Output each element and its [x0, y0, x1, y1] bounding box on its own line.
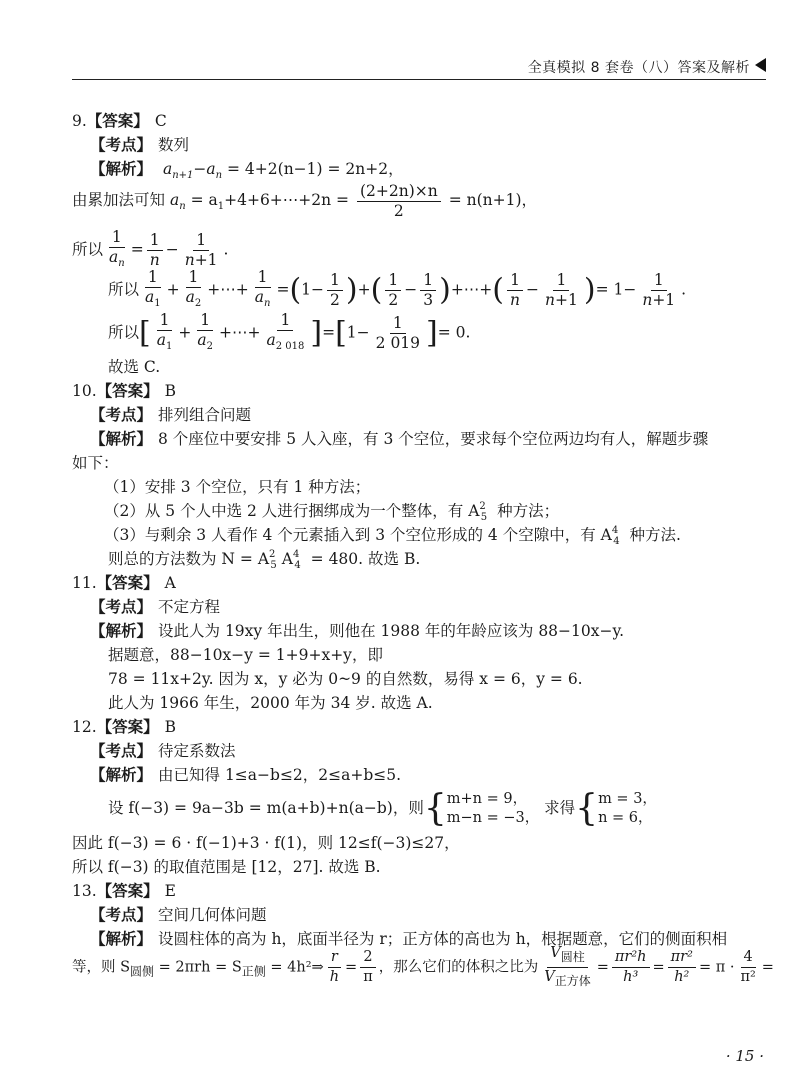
- q10-answer: B: [164, 382, 177, 400]
- q9-point-line: 【考点】 数列: [90, 136, 190, 154]
- q11-answer: A: [164, 574, 176, 592]
- q10-point-line: 【考点】 排列组合问题: [90, 406, 252, 424]
- q10-step2: （2）从 5 个人中选 2 人进行捆绑成为一个整体，有 $A^2_5$ 种方法；: [104, 501, 560, 523]
- q12-line3: 因此 f(−3) = 6 · f(−1)+3 · f(1)，则 12≤f(−3)≤27，: [72, 834, 460, 852]
- q10-total: 则总的方法数为 $N = A^2_5$ $A^4_4 = 480$. 故选 B.: [108, 549, 421, 571]
- q12-point-line: 【考点】 待定系数法: [90, 742, 236, 760]
- q10-answer-line: 10.【答案】 B: [72, 382, 177, 400]
- header-divider: [72, 79, 766, 80]
- q12-analysis-line: 【解析】 由已知得 1≤a−b≤2，2≤a+b≤5.: [90, 766, 402, 784]
- q11-answer-line: 11.【答案】 A: [72, 574, 176, 592]
- q11-line4: 此人为 1966 年生，2000 年为 34 岁. 故选 A.: [108, 694, 433, 712]
- q9-answer: C: [154, 112, 167, 130]
- q12-answer-line: 12.【答案】 B: [72, 718, 177, 736]
- q9-telescoping-line: 所以 $\frac{1}{a_1}$ + $\frac{1}{a_2}$ +⋯+ $\frac{1}{a_n}$ =(1− $\frac{1}{2}$ )+( $\frac{1}{2}$ − $\frac{1}{3}$ )+⋯+( $\frac{1}{n}$ − $\frac{1}{n+1}$ )= 1− $\frac{1}{n+1}$ .: [108, 268, 687, 309]
- q13-ratio-line: 等，则 $S_{圆侧} = 2\pi rh = S_{正侧}$ = 4h²⇒ $\frac{r}{h}$ = $\frac{2}{\pi}$ ，那么它们的体积之比为 $\frac{V_{圆柱}}{V_{正方体}}$ = $\frac{\text{πr²h}}{\text{h³}}$ = $\frac{\text{πr²}}{\text{h²}}$ = π · $\frac{4}{\text{π²}}$ =: [72, 945, 774, 988]
- q9-sum-line: 由累加法可知 $a_n$ = $a_1+4+6+\cdots+2n$ = $\frac{(2+2n)\times n}{2}$ = n(n+1)，: [72, 181, 538, 220]
- q11-analysis-line: 【解析】 设此人为 19xy 年出生，则他在 1988 年的年龄应该为 88−10x−y.: [90, 622, 625, 640]
- q9-conclusion: 故选 C.: [108, 358, 161, 376]
- triangle-marker-icon: [755, 58, 766, 72]
- q12-system-line: 设 f(−3) = 9a−3b = m(a+b)+n(a−b)，则 { m+n = 9， m−n = −3， 求得 { m = 3， n = 6，: [108, 788, 657, 829]
- q9-answer-line: 9.【答案】 C: [72, 112, 167, 130]
- q11-line2: 据题意，88−10x−y = 1+9+x+y，即: [108, 646, 383, 664]
- q13-answer: E: [164, 882, 176, 900]
- q10-analysis-line: 【解析】 8 个座位中要安排 5 人入座，有 3 个空位，要求每个空位两边均有人，解题步骤: [90, 430, 709, 448]
- q12-answer: B: [164, 718, 177, 736]
- q9-reciprocal-line: 所以 $\frac{1}{a_n}$ = $\frac{1}{n}$ − $\frac{1}{n+1}$ .: [72, 228, 229, 269]
- q12-line4: 所以 f(−3) 的取值范围是 [12，27]. 故选 B.: [72, 858, 381, 876]
- q13-analysis-line: 【解析】 设圆柱体的高为 h，底面半径为 r；正方体的高也为 h，根据题意，它们的侧面积相: [90, 930, 728, 948]
- q11-line3: 78 = 11x+2y. 因为 x，y 必为 0~9 的自然数，易得 x = 6，y = 6.: [108, 670, 583, 688]
- q10-step1: （1）安排 3 个空位，只有 1 种方法；: [104, 478, 371, 496]
- q11-point-line: 【考点】 不定方程: [90, 598, 221, 616]
- q10-analysis-cont: 如下：: [72, 454, 119, 472]
- q9-analysis-line: 【解析】 $a_{n+1}-a_n = 4+2(n-1) = 2n+2$，: [90, 160, 404, 181]
- q10-step3: （3）与剩余 3 人看作 4 个元素插入到 3 个空位形成的 4 个空隙中，有 $A^4_4$ 种方法.: [104, 525, 681, 547]
- q13-answer-line: 13.【答案】 E: [72, 882, 176, 900]
- q9-floor-line: 所以[ $\frac{1}{a_1}$ + $\frac{1}{a_2}$ +⋯+ $\frac{1}{a_{2 018}}$ ]=[1− $\frac{1}{2 019}$ ]= 0.: [108, 311, 471, 352]
- page-number: · 15 ·: [725, 1047, 764, 1065]
- header-title: 全真模拟 8 套卷（八）答案及解析: [527, 60, 750, 76]
- q13-point-line: 【考点】 空间几何体问题: [90, 906, 267, 924]
